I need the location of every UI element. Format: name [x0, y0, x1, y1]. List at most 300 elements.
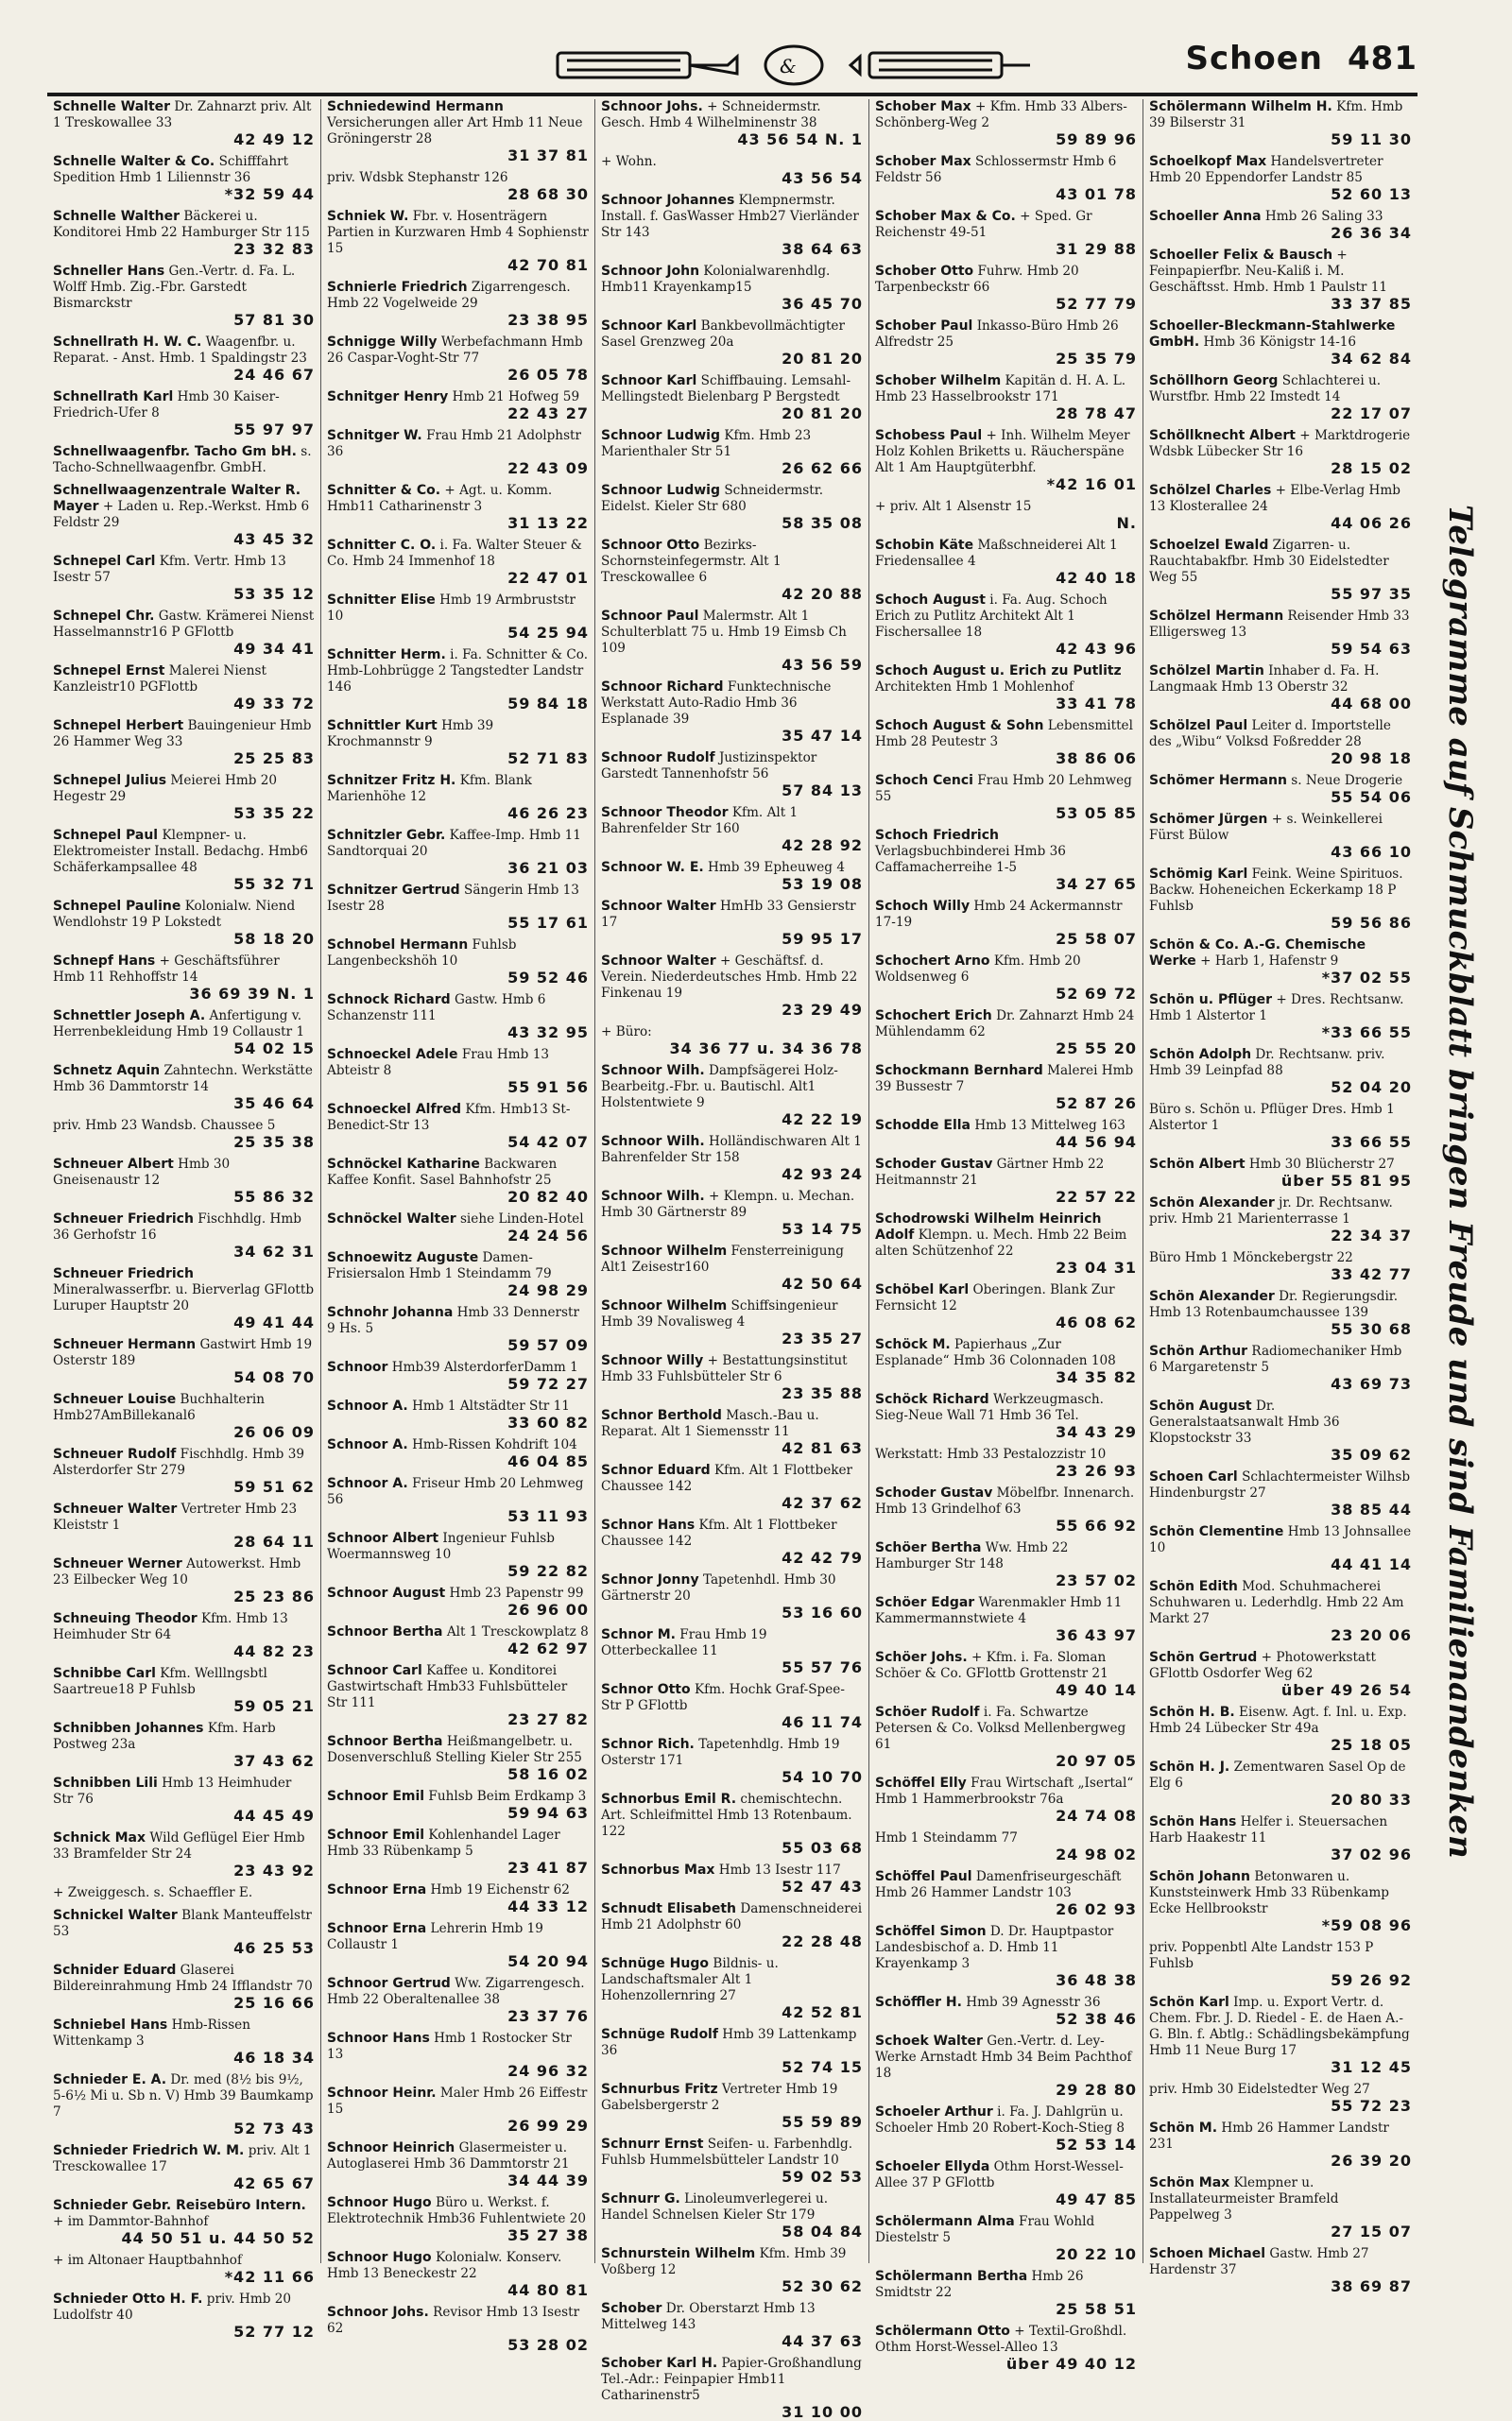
- entry-name: Schnoor: [327, 1360, 388, 1375]
- directory-entry: [875, 2324, 1137, 2372]
- entry-phone: 59 52 46: [507, 969, 589, 987]
- entry-phone: 55 66 92: [1056, 1517, 1137, 1535]
- entry-description: Fensterreinigung Alt1 Zeisestr160: [601, 1244, 844, 1275]
- directory-entry: [1149, 609, 1412, 657]
- directory-entry: [601, 1627, 863, 1675]
- entry-phone: 25 18 05: [1331, 1736, 1412, 1754]
- entry-phone: 52 53 14: [1056, 2136, 1137, 2154]
- directory-entry: [601, 99, 863, 147]
- entry-name: Schnepel Chr.: [53, 609, 155, 624]
- entry-name: Schneuer Rudolf: [53, 1447, 177, 1462]
- entry-name: Schodrowski Wilhelm Heinrich Adolf: [875, 1211, 1102, 1243]
- directory-entry: [601, 2137, 863, 2185]
- directory-entry: [1149, 663, 1412, 712]
- entry-phone: 53 35 22: [233, 804, 315, 822]
- entry-description: Eisenw. Agt. f. Inl. u. Exp. Hmb 24 Lübecker Str 49a: [1149, 1705, 1407, 1736]
- entry-description: Dr. Zahnarzt Hmb 24 Mühlendamm 62: [875, 1008, 1135, 1039]
- entry-phone: 52 47 43: [782, 1878, 863, 1896]
- entry-name: Schnieder Gebr. Reisebüro Intern.: [53, 2198, 306, 2213]
- entry-name: Schnoeckel Adele: [327, 1047, 458, 1062]
- directory-entry: [327, 1157, 589, 1205]
- entry-phone: 31 37 81: [507, 146, 589, 164]
- entry-phone: 52 60 13: [1331, 185, 1412, 203]
- entry-phone: 42 20 88: [782, 585, 863, 603]
- directory-entry: [875, 1008, 1137, 1056]
- entry-phone: 33 60 82: [507, 1414, 589, 1432]
- entry-description: Damenfriseurgeschäft Hmb 26 Hammer Landstr 103: [875, 1869, 1122, 1900]
- entry-description: + Geschäftsführer Hmb 11 Rehhoffstr 14: [53, 953, 280, 985]
- entry-phone: 20 22 10: [1056, 2245, 1137, 2263]
- entry-name: Schneuer Louise: [53, 1392, 177, 1407]
- entry-phone: 36 69 39 N. 1: [189, 985, 315, 1003]
- directory-entry: [327, 937, 589, 986]
- entry-description: Klempn. u. Mech. Hmb 22 Beim alten Schützenhof 22: [875, 1228, 1127, 1259]
- entry-name: Schneuer Hermann: [53, 1337, 197, 1352]
- entry-description: + Feinpapierfbr. Neu-Kaliß i. M. Geschäftsst. Hmb. Hmb 1 Paulstr 11: [1149, 248, 1388, 295]
- entry-name: Schön H. B.: [1149, 1705, 1235, 1720]
- entry-description: Hmb 23 Papenstr 99: [449, 1586, 584, 1601]
- entry-description: Gärtner Hmb 22 Heitmannstr 21: [875, 1157, 1105, 1188]
- directory-entry: [601, 2246, 863, 2294]
- entry-description: Kapitän d. H. A. L. Hmb 23 Hasselbrookstr 171: [875, 373, 1126, 404]
- entry-name: Schön Max: [1149, 2175, 1230, 2190]
- directory-entry: [875, 1063, 1137, 1111]
- entry-name: Schoek Walter: [875, 2034, 983, 2049]
- entry-name: Schöffel Simon: [875, 1924, 987, 1939]
- entry-phone: 34 27 65: [1056, 875, 1137, 893]
- entry-name: Schön Karl: [1149, 1995, 1229, 2010]
- directory-entry: [601, 860, 863, 892]
- entry-phone: 29 28 80: [1056, 2081, 1137, 2099]
- entry-description: Hmb 36 Königstr 14-16: [1203, 335, 1357, 350]
- directory-entry: [327, 335, 589, 383]
- entry-name: Schnor Jonny: [601, 1572, 699, 1588]
- entry-phone: 44 37 63: [782, 2332, 863, 2350]
- entry-name: Schnitger W.: [327, 428, 422, 443]
- entry-description: Frau Hmb 19 Otterbeckallee 11: [601, 1627, 767, 1658]
- entry-phone: 44 06 26: [1331, 514, 1412, 532]
- entry-phone: 42 50 64: [782, 1275, 863, 1293]
- directory-entry: [601, 2191, 863, 2240]
- entry-phone: 52 71 83: [507, 749, 589, 767]
- directory-entry: [53, 1556, 315, 1605]
- entry-description: Damenschneiderei Hmb 21 Adolphstr 60: [601, 1901, 863, 1932]
- directory-entry: [53, 444, 315, 476]
- entry-phone: 54 20 94: [507, 1952, 589, 1970]
- entry-description: Inkasso-Büro Hmb 26 Alfredstr 25: [875, 318, 1119, 350]
- entry-name: Schnoor Gertrud: [327, 1976, 451, 1991]
- directory-entry: [53, 1611, 315, 1659]
- entry-name: Schnoor Johs.: [327, 2305, 429, 2320]
- directory-entry: [875, 828, 1137, 892]
- entry-name: Schön Gertrud: [1149, 1650, 1258, 1665]
- entry-phone: 46 08 62: [1056, 1314, 1137, 1331]
- entry-name: Schölermann Wilhelm H.: [1149, 99, 1332, 114]
- entry-phone: 31 29 88: [1056, 240, 1137, 258]
- entry-phone: 44 33 12: [507, 1897, 589, 1915]
- directory-entry: [1149, 1760, 1412, 1808]
- entry-name: Schömig Karl: [1149, 867, 1248, 882]
- entry-phone: 59 02 53: [782, 2168, 863, 2186]
- directory-entry: [53, 554, 315, 602]
- directory-entry: [327, 2195, 589, 2243]
- entry-description: Büro s. Schön u. Pflüger Dres. Hmb 1 Alstertor 1: [1149, 1102, 1395, 1133]
- entry-phone: 23 57 02: [1056, 1571, 1137, 1589]
- entry-name: Schoeller Anna: [1149, 209, 1262, 224]
- entry-description: Zementwaren Sasel Op de Elg 6: [1149, 1760, 1406, 1791]
- entry-phone: 42 65 67: [233, 2174, 315, 2192]
- directory-entry: [53, 99, 315, 147]
- entry-name: Schnepf Hans: [53, 953, 156, 969]
- entry-phone: 28 78 47: [1056, 404, 1137, 422]
- entry-name: Schniek W.: [327, 209, 409, 224]
- entry-phone: 20 98 18: [1331, 749, 1412, 767]
- directory-entry: [327, 1250, 589, 1298]
- entry-phone: 37 43 62: [233, 1752, 315, 1770]
- directory-entry: [327, 2140, 589, 2189]
- entry-description: Mod. Schuhmacherei Schuhwaren u. Lederhdlg. Hmb 22 Am Markt 27: [1149, 1579, 1404, 1626]
- directory-entry: [327, 1586, 589, 1618]
- directory-entry: [875, 318, 1137, 367]
- directory-entry: [601, 609, 863, 673]
- entry-phone: 43 66 10: [1331, 843, 1412, 861]
- entry-name: Schober Paul: [875, 318, 973, 334]
- entry-phone: 57 84 13: [782, 781, 863, 799]
- directory-entry: [53, 335, 315, 383]
- entry-description: siehe Linden-Hotel: [459, 1211, 584, 1227]
- entry-name: Schnelle Walter: [53, 99, 171, 114]
- directory-entry: [601, 1353, 863, 1401]
- directory-entry: [327, 2031, 589, 2079]
- entry-description: Frau Hmb 21 Adolphstr 36: [327, 428, 582, 459]
- directory-entry: [327, 773, 589, 821]
- entry-description: priv. Hmb 23 Wandsb. Chaussee 5: [53, 1118, 276, 1133]
- entry-description: Inhaber d. Fa. H. Langmaak Hmb 13 Oberstr 32: [1149, 663, 1380, 695]
- directory-entry: [601, 1189, 863, 1237]
- entry-phone: 26 39 20: [1331, 2152, 1412, 2170]
- directory-entry: [1149, 1469, 1412, 1518]
- entry-phone: 53 11 93: [507, 1507, 589, 1525]
- directory-entry: [53, 953, 315, 1002]
- entry-phone: 23 41 87: [507, 1859, 589, 1877]
- directory-entry: [601, 805, 863, 853]
- directory-entry: [53, 1908, 315, 1956]
- entry-phone: 34 36 77 u. 34 36 78: [669, 1039, 863, 1057]
- entry-phone: 55 72 23: [1331, 2097, 1412, 2115]
- directory-entry: [1149, 1047, 1412, 1095]
- entry-name: Schnor Hans: [601, 1518, 696, 1533]
- entry-name: Schnellrath Karl: [53, 389, 174, 404]
- entry-description: + im Dammtor-Bahnhof: [53, 2214, 209, 2229]
- directory-entry: [875, 953, 1137, 1002]
- entry-description: Glaserei Bildereinrahmung Hmb 24 Ifflandstr 70: [53, 1963, 313, 1994]
- entry-name: Schöllhorn Georg: [1149, 373, 1279, 388]
- entry-phone: 35 27 38: [507, 2226, 589, 2244]
- entry-name: Schön Adolph: [1149, 1047, 1252, 1062]
- entry-name: Schober Otto: [875, 264, 974, 279]
- entry-phone: 52 69 72: [1056, 985, 1137, 1003]
- entry-description: + Klempn. u. Mechan. Hmb 30 Gärtnerstr 89: [601, 1189, 855, 1220]
- entry-phone: 22 17 07: [1331, 404, 1412, 422]
- entry-name: Schnoor John: [601, 264, 700, 279]
- entry-name: Schneuer Werner: [53, 1556, 182, 1571]
- directory-entry: [327, 1882, 589, 1914]
- entry-phone: 59 26 92: [1331, 1971, 1412, 1989]
- entry-description: Bezirks-Schornsteinfegermstr. Alt 1 Tresckowallee 6: [601, 538, 782, 585]
- entry-name: Schnoor Erna: [327, 1921, 427, 1936]
- directory-entry: [53, 1721, 315, 1769]
- entry-phone: *32 59 44: [224, 185, 315, 203]
- entry-name: Schoch Willy: [875, 899, 971, 914]
- entry-name: Schnoor A.: [327, 1437, 408, 1452]
- entry-phone: 43 56 59: [782, 656, 863, 674]
- entry-description: Hmb 26 Hammer Landstr 231: [1149, 2121, 1389, 2152]
- entry-phone: 55 91 56: [507, 1078, 589, 1096]
- entry-description: Feink. Weine Spirituos. Backw. Hoheneichen Eckerkamp 18 P Fuhlsb: [1149, 867, 1403, 914]
- directory-entry: [601, 953, 863, 1018]
- entry-name: Schnitzler Gebr.: [327, 828, 446, 843]
- directory-entry: [53, 1963, 315, 2011]
- entry-description: priv. Hmb 30 Eidelstedter Weg 27: [1149, 2082, 1370, 2097]
- entry-phone: 55 32 71: [233, 875, 315, 893]
- entry-phone: 59 89 96: [1056, 130, 1137, 148]
- entry-description: Anfertigung v. Herrenbekleidung Hmb 19 Collaustr 1: [53, 1008, 305, 1039]
- entry-description: + im Altonaer Hauptbahnhof: [53, 2253, 242, 2268]
- entry-phone: 23 27 82: [507, 1710, 589, 1728]
- entry-phone: 59 72 27: [507, 1375, 589, 1393]
- entry-phone: 35 46 64: [233, 1094, 315, 1112]
- directory-entry: [327, 1663, 589, 1727]
- entry-description: Damen-Frisiersalon Hmb 1 Steindamm 79: [327, 1250, 552, 1281]
- entry-name: Schnohr Johanna: [327, 1305, 454, 1320]
- entry-phone: 52 74 15: [782, 2058, 863, 2076]
- entry-description: HmHb 33 Gensierstr 17: [601, 899, 856, 930]
- entry-description: Leiter d. Importstelle des „Wibu“ Volksd Foßredder 28: [1149, 718, 1391, 749]
- entry-phone: 59 57 09: [507, 1336, 589, 1354]
- entry-description: Hmb 21 Hofweg 59: [452, 389, 580, 404]
- entry-description: Backwaren Kaffee Konfit. Sasel Bahnhofstr 25: [327, 1157, 558, 1188]
- entry-name: Schoder Gustav: [875, 1157, 993, 1172]
- entry-phone: 27 15 07: [1331, 2223, 1412, 2241]
- entry-description: i. Fa. J. Dahlgrün u. Schoeler Hmb 20 Robert-Koch-Stieg 8: [875, 2104, 1125, 2136]
- entry-phone: 42 22 19: [782, 1110, 863, 1128]
- entry-description: Kfm. Alt 1 Flottbeker Chaussee 142: [601, 1518, 837, 1549]
- entry-name: Schön Johann: [1149, 1869, 1250, 1884]
- entry-description: Frau Hmb 13 Abteistr 8: [327, 1047, 549, 1078]
- entry-phone: 52 77 12: [233, 2323, 315, 2341]
- entry-phone: 23 37 76: [507, 2007, 589, 2025]
- entry-phone: 54 02 15: [233, 1039, 315, 1057]
- entry-description: + Wohn.: [601, 154, 657, 169]
- directory-entry: [1149, 209, 1412, 241]
- entry-description: Schiffsingenieur Hmb 39 Novalisweg 4: [601, 1298, 838, 1330]
- entry-phone: 38 64 63: [782, 240, 863, 258]
- entry-name: Schnoor Hugo: [327, 2250, 432, 2265]
- entry-description: Hmb 39 Krochmannstr 9: [327, 718, 494, 749]
- directory-entry: [53, 1502, 315, 1550]
- entry-phone: 23 35 27: [782, 1330, 863, 1348]
- directory-entry: [327, 1211, 589, 1244]
- entry-name: Schölermann Alma: [875, 2214, 1015, 2229]
- entry-name: Schöck M.: [875, 1337, 951, 1352]
- entry-description: Hmb 24 Ackermannstr 17-19: [875, 899, 1123, 930]
- entry-name: Schnieder Otto H. F.: [53, 2292, 203, 2307]
- entry-description: Friseur Hmb 20 Lehmweg 56: [327, 1476, 584, 1507]
- directory-entry: [327, 1102, 589, 1150]
- entry-name: Schnigge Willy: [327, 335, 438, 350]
- directory-entry: [53, 2143, 315, 2191]
- entry-name: Schnöckel Katharine: [327, 1157, 480, 1172]
- entry-name: Schölzel Paul: [1149, 718, 1248, 733]
- entry-phone: 52 77 79: [1056, 295, 1137, 313]
- entry-description: Kfm. Hmb 39 Bilserstr 31: [1149, 99, 1403, 130]
- entry-phone: 44 56 94: [1056, 1133, 1137, 1151]
- entry-name: Schnor Berthold: [601, 1408, 722, 1423]
- entry-phone: 22 47 01: [507, 569, 589, 587]
- entry-description: Tapetenhdlg. Hmb 19 Osterstr 171: [601, 1737, 840, 1768]
- directory-entry: [53, 209, 315, 257]
- directory-entry: [327, 1531, 589, 1579]
- directory-entry: [327, 99, 589, 163]
- entry-name: Schnitzer Fritz H.: [327, 773, 456, 788]
- directory-entry: [601, 2082, 863, 2130]
- entry-description: Hmb 13 Heimhuder Str 76: [53, 1776, 292, 1807]
- entry-name: Schodde Ella: [875, 1118, 971, 1133]
- entry-name: Schnoor Theodor: [601, 805, 729, 820]
- entry-name: Schnoor August: [327, 1586, 446, 1601]
- entry-phone: 33 41 78: [1056, 695, 1137, 713]
- entry-phone: 22 43 09: [507, 459, 589, 477]
- entry-phone: 59 95 17: [782, 930, 863, 948]
- directory-entry: [327, 538, 589, 586]
- entry-phone: 24 98 29: [507, 1281, 589, 1299]
- sidebar-ad-text: Telegramme auf Schmuckblatt bringen Freude und sind Familienandenken: [1441, 504, 1479, 1859]
- directory-entry: [53, 1447, 315, 1495]
- entry-name: Schnitger Henry: [327, 389, 449, 404]
- directory-entry: [875, 1118, 1137, 1150]
- entry-description: Oberingen. Blank Zur Fernsicht 12: [875, 1282, 1115, 1314]
- sidebar-advertisement: [1422, 472, 1498, 1890]
- entry-phone: 54 42 07: [507, 1133, 589, 1151]
- directory-entry: [327, 1789, 589, 1821]
- entry-name: Schober Max: [875, 99, 971, 114]
- entry-description: Bäckerei u. Konditorei Hmb 22 Hamburger Str 115: [53, 209, 310, 240]
- directory-entry: [875, 1282, 1137, 1331]
- directory-entry: [875, 1776, 1137, 1824]
- page-number: 481: [1348, 40, 1418, 77]
- entry-name: Schnoor A.: [327, 1399, 408, 1414]
- entry-phone: 26 99 29: [507, 2117, 589, 2135]
- entry-name: Schnepel Paul: [53, 828, 159, 843]
- entry-name: Schöffel Paul: [875, 1869, 972, 1884]
- entry-phone: 42 52 81: [782, 2003, 863, 2021]
- entry-description: Büro Hmb 1 Mönckebergstr 22: [1149, 1250, 1353, 1265]
- entry-description: Seifen- u. Farbenhdlg. Fuhlsb Hummelsbütteler Landstr 10: [601, 2137, 853, 2168]
- entry-description: Ww. Hmb 22 Hamburger Str 148: [875, 1540, 1069, 1571]
- directory-entry: [1149, 992, 1412, 1040]
- entry-phone: 25 23 86: [233, 1588, 315, 1605]
- entry-phone: 28 64 11: [233, 1533, 315, 1551]
- entry-phone: 54 10 70: [782, 1768, 863, 1786]
- entry-description: Reisender Hmb 33 Elligersweg 13: [1149, 609, 1410, 640]
- entry-name: Schnüge Rudolf: [601, 2027, 718, 2042]
- directory-entry: [601, 1063, 863, 1127]
- entry-description: + Marktdrogerie Wdsbk Lübecker Str 16: [1149, 428, 1411, 459]
- directory-entry: [875, 209, 1137, 257]
- entry-phone: 22 34 37: [1331, 1227, 1412, 1245]
- entry-name: Schniebel Hans: [53, 2018, 168, 2033]
- entry-phone: 59 94 63: [507, 1804, 589, 1822]
- entry-name: Schnoor Otto: [601, 538, 700, 553]
- entry-description: Dr. Oberstarzt Hmb 13 Mittelweg 143: [601, 2301, 816, 2332]
- entry-phone: 20 80 33: [1331, 1791, 1412, 1809]
- entry-description: Autowerkst. Hmb 23 Eilbecker Weg 10: [53, 1556, 301, 1588]
- entry-description: Frau Wirtschaft „Isertal“ Hmb 1 Hammerbrookstr 76a: [875, 1776, 1134, 1807]
- entry-description: Waagenfbr. u. Reparat. - Anst. Hmb. 1 Spaldingstr 23: [53, 335, 307, 366]
- directory-entry: [1149, 248, 1412, 312]
- entry-description: Versicherungen aller Art Hmb 11 Neue Gröningerstr 28: [327, 115, 583, 146]
- directory-entry: [327, 718, 589, 766]
- directory-entry: [875, 1157, 1137, 1205]
- entry-name: Schnettler Joseph A.: [53, 1008, 206, 1023]
- entry-phone: *42 16 01: [1046, 475, 1137, 493]
- directory-entry: [327, 828, 589, 876]
- entry-name: Schnitter & Co.: [327, 483, 441, 498]
- entry-description: Handelsvertreter Hmb 20 Eppendorfer Landstr 85: [1149, 154, 1383, 185]
- entry-description: Radiomechaniker Hmb 6 Margaretenstr 5: [1149, 1344, 1402, 1375]
- entry-phone: 52 30 62: [782, 2277, 863, 2295]
- entry-name: Schniedewind Hermann: [327, 99, 504, 114]
- directory-entry: [1149, 773, 1412, 805]
- directory-entry: [601, 373, 863, 421]
- entry-name: Schockmann Bernhard: [875, 1063, 1043, 1078]
- header-ornament-icon: [548, 43, 1040, 87]
- directory-entry: [601, 1463, 863, 1511]
- directory-entry: [53, 828, 315, 892]
- entry-name: Schölermann Otto: [875, 2324, 1010, 2339]
- entry-description: Masch.-Bau u. Reparat. Alt 1 Siemensstr 11: [601, 1408, 819, 1439]
- directory-entry: [1149, 483, 1412, 531]
- directory-entry: [601, 1863, 863, 1895]
- directory-entry: [601, 1134, 863, 1182]
- directory-entry: [327, 1828, 589, 1876]
- directory-entry: [601, 1956, 863, 2020]
- entry-name: Schnoor Wilh.: [601, 1189, 705, 1204]
- entry-description: Kfm. Blank Marienhöhe 12: [327, 773, 532, 804]
- entry-name: Schnibben Lili: [53, 1776, 158, 1791]
- entry-phone: 36 43 97: [1056, 1626, 1137, 1644]
- entry-name: Schnoor W. E.: [601, 860, 704, 875]
- entry-phone: 44 68 00: [1331, 695, 1412, 713]
- entry-phone: 54 25 94: [507, 624, 589, 642]
- entry-description: Meierei Hmb 20 Hegestr 29: [53, 773, 278, 804]
- entry-name: Schnoor Wilhelm: [601, 1244, 728, 1259]
- entry-name: Schnoor Carl: [327, 1663, 422, 1678]
- directory-entry: [1149, 867, 1412, 931]
- entry-description: Papierhaus „Zur Esplanade“ Hmb 36 Colonnaden 108: [875, 1337, 1116, 1368]
- directory-entry: [53, 1830, 315, 1879]
- directory-entry: [601, 1298, 863, 1347]
- entry-description: Werbefachmann Hmb 26 Caspar-Voght-Str 77: [327, 335, 583, 366]
- entry-name: Schnoor Hugo: [327, 2195, 432, 2210]
- entry-description: Ingenieur Fuhlsb Woermannsweg 10: [327, 1531, 555, 1562]
- entry-description: Zigarren- u. Rauchtabakfbr. Hmb 30 Eidelstedter Weg 55: [1149, 538, 1389, 585]
- entry-phone: 55 54 06: [1331, 788, 1412, 806]
- entry-description: Revisor Hmb 13 Isestr 62: [327, 2305, 580, 2336]
- entry-phone: 42 37 62: [782, 1494, 863, 1512]
- entry-phone: 23 43 92: [233, 1862, 315, 1880]
- entry-description: Hmb 30 Blücherstr 27: [1248, 1157, 1395, 1172]
